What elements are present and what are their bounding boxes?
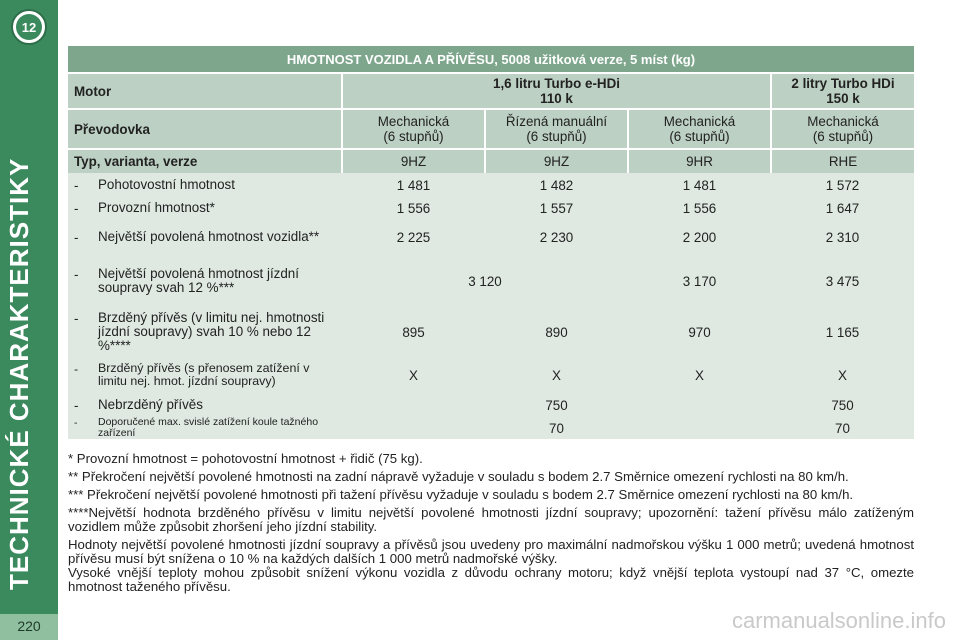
gearbox-type: Mechanická [377,114,450,129]
gearbox-cell [485,109,628,149]
row-value: 3 120 [342,255,628,307]
gearbox-cell [771,109,914,149]
table-row [68,417,914,439]
footnotes [68,452,914,598]
row-value: 2 225 [342,219,485,255]
type-value: 9HR [628,149,771,173]
row-value: 1 481 [628,173,771,197]
row-label: Pohotovostní hmotnost [98,176,235,192]
gearbox-speeds: (6 stupňů) [669,129,730,144]
row-label-cell [68,219,342,255]
page-number: 220 [0,614,58,640]
row-value: 70 [771,417,914,439]
table-title: HMOTNOST VOZIDLA A PŘÍVĚSU, 5008 užitková verze, 5 míst (kg) [68,46,914,73]
row-label: Brzděný přívěs (v limitu nej. hmotnosti jízdní soupravy) svah 10 % nebo 12 %**** [98,309,325,354]
row-value: 2 200 [628,219,771,255]
weights-table [68,46,914,439]
row-label: Provozní hmotnost* [98,199,215,215]
row-dash: - [74,200,79,216]
row-value: 1 556 [628,197,771,219]
gearbox-speeds: (6 stupňů) [812,129,874,144]
gearbox-speeds: (6 stupňů) [526,129,587,144]
footnote: Vysoké vnější teploty mohou způsobit snížení výkonu vozidla z důvodu ochrany motoru; když vnější teplota vystoupí nad 37 °C, omezte hmotnost taženého přívěsu. [68,565,914,594]
chapter-number: 12 [21,20,37,35]
row-value: 1 556 [342,197,485,219]
row-dash: - [74,417,78,429]
row-value: 70 [342,417,771,439]
row-value: 750 [771,393,914,417]
footnote: * Provozní hmotnost = pohotovostní hmotnost + řidič (75 kg). [68,451,423,466]
table-row [68,255,914,307]
engine2-name: 2 litry Turbo HDi [791,76,895,91]
gearbox-row [68,109,914,149]
row-value: 895 [342,307,485,357]
row-label: Největší povolená hmotnost jízdní soupravy svah 12 %*** [98,265,299,295]
table-row [68,173,914,197]
type-value: RHE [771,149,914,173]
row-value: 1 572 [771,173,914,197]
watermark: carmanualsonline.info [731,608,946,633]
row-value: 2 310 [771,219,914,255]
table-row [68,393,914,417]
engine2-power: 150 k [826,91,860,106]
table-row [68,357,914,393]
footnote: ** Překročení největší povolené hmotnosti na zadní nápravě vyžaduje v souladu s bodem 2.7 Směrnice omezení rychlosti na 80 km/h. [68,469,849,484]
footnote: *** Překročení největší povolené hmotnosti při tažení přívěsu vyžaduje v souladu s bodem 2.7 Směrnice omezení rychlosti na 80 km/h. [68,487,854,502]
gearbox-type: Řízená manuální [505,114,608,129]
row-dash: - [74,397,79,413]
row-dash: - [74,177,79,193]
table-row [68,197,914,219]
row-label: Doporučené max. svislé zatížení koule tažného zařízení [98,416,319,440]
engine1-power: 110 k [540,91,573,106]
row-value: X [771,357,914,393]
row-label-cell [68,173,342,197]
gearbox-cell [342,109,485,149]
engine1-name: 1,6 litru Turbo e-HDi [493,76,620,91]
engine1-cell [342,73,771,109]
gearbox-label: Převodovka [68,109,342,149]
gearbox-type: Mechanická [807,114,879,129]
row-value: 1 482 [485,173,628,197]
row-value: 3 170 [628,255,771,307]
row-value: 750 [342,393,771,417]
table-title-row [68,46,914,73]
gearbox-speeds: (6 stupňů) [383,129,444,144]
table-row [68,307,914,357]
row-dash: - [74,229,79,245]
row-label-cell [68,357,342,393]
row-label-cell [68,197,342,219]
gearbox-cell [628,109,771,149]
row-dash: - [74,310,79,326]
row-dash: - [74,361,79,376]
row-label: Nebrzděný přívěs [98,396,203,412]
row-label-cell [68,255,342,307]
row-value: 2 230 [485,219,628,255]
type-label: Typ, varianta, verze [68,149,342,173]
section-title: TECHNICKÉ CHARAKTERISTIKY [4,157,34,590]
row-value: 1 165 [771,307,914,357]
row-label: Brzděný přívěs (s přenosem zatížení v limitu nej. hmot. jízdní soupravy) [98,360,310,388]
footnote: ****Největší hodnota brzděného přívěsu v limitu největší povolené hmotnosti jízdní soupravy; upozornění: tažení přívěsu málo zatíženým vozidlem může způsobit zhoršení jeho jízdní stability. [68,505,914,534]
row-label-cell [68,393,342,417]
row-value: X [485,357,628,393]
row-value: 1 481 [342,173,485,197]
type-value: 9HZ [342,149,485,173]
row-value: X [342,357,485,393]
motor-label: Motor [68,73,342,109]
table-row [68,219,914,255]
row-value: 1 557 [485,197,628,219]
row-dash: - [74,266,79,282]
row-value: 890 [485,307,628,357]
row-value: X [628,357,771,393]
sidebar [0,0,58,640]
row-label-cell [68,417,342,439]
gearbox-type: Mechanická [663,114,736,129]
row-label-cell [68,307,342,357]
row-label: Největší povolená hmotnost vozidla** [98,228,320,244]
row-value: 3 475 [771,255,914,307]
row-value: 1 647 [771,197,914,219]
footnote: Hodnoty největší povolené hmotnosti jízdní soupravy a přívěsů jsou uvedeny pro maximální nadmořskou výšku 1 000 metrů; uvedená hmotnost přívěsu musí být snížena o 10 % na každých dalších 1 000 metrů nadmořské výšky. [68,537,914,566]
type-value: 9HZ [485,149,628,173]
row-value: 970 [628,307,771,357]
chapter-badge [10,8,48,46]
type-row [68,149,914,173]
engine2-cell [771,73,914,109]
motor-row [68,73,914,109]
